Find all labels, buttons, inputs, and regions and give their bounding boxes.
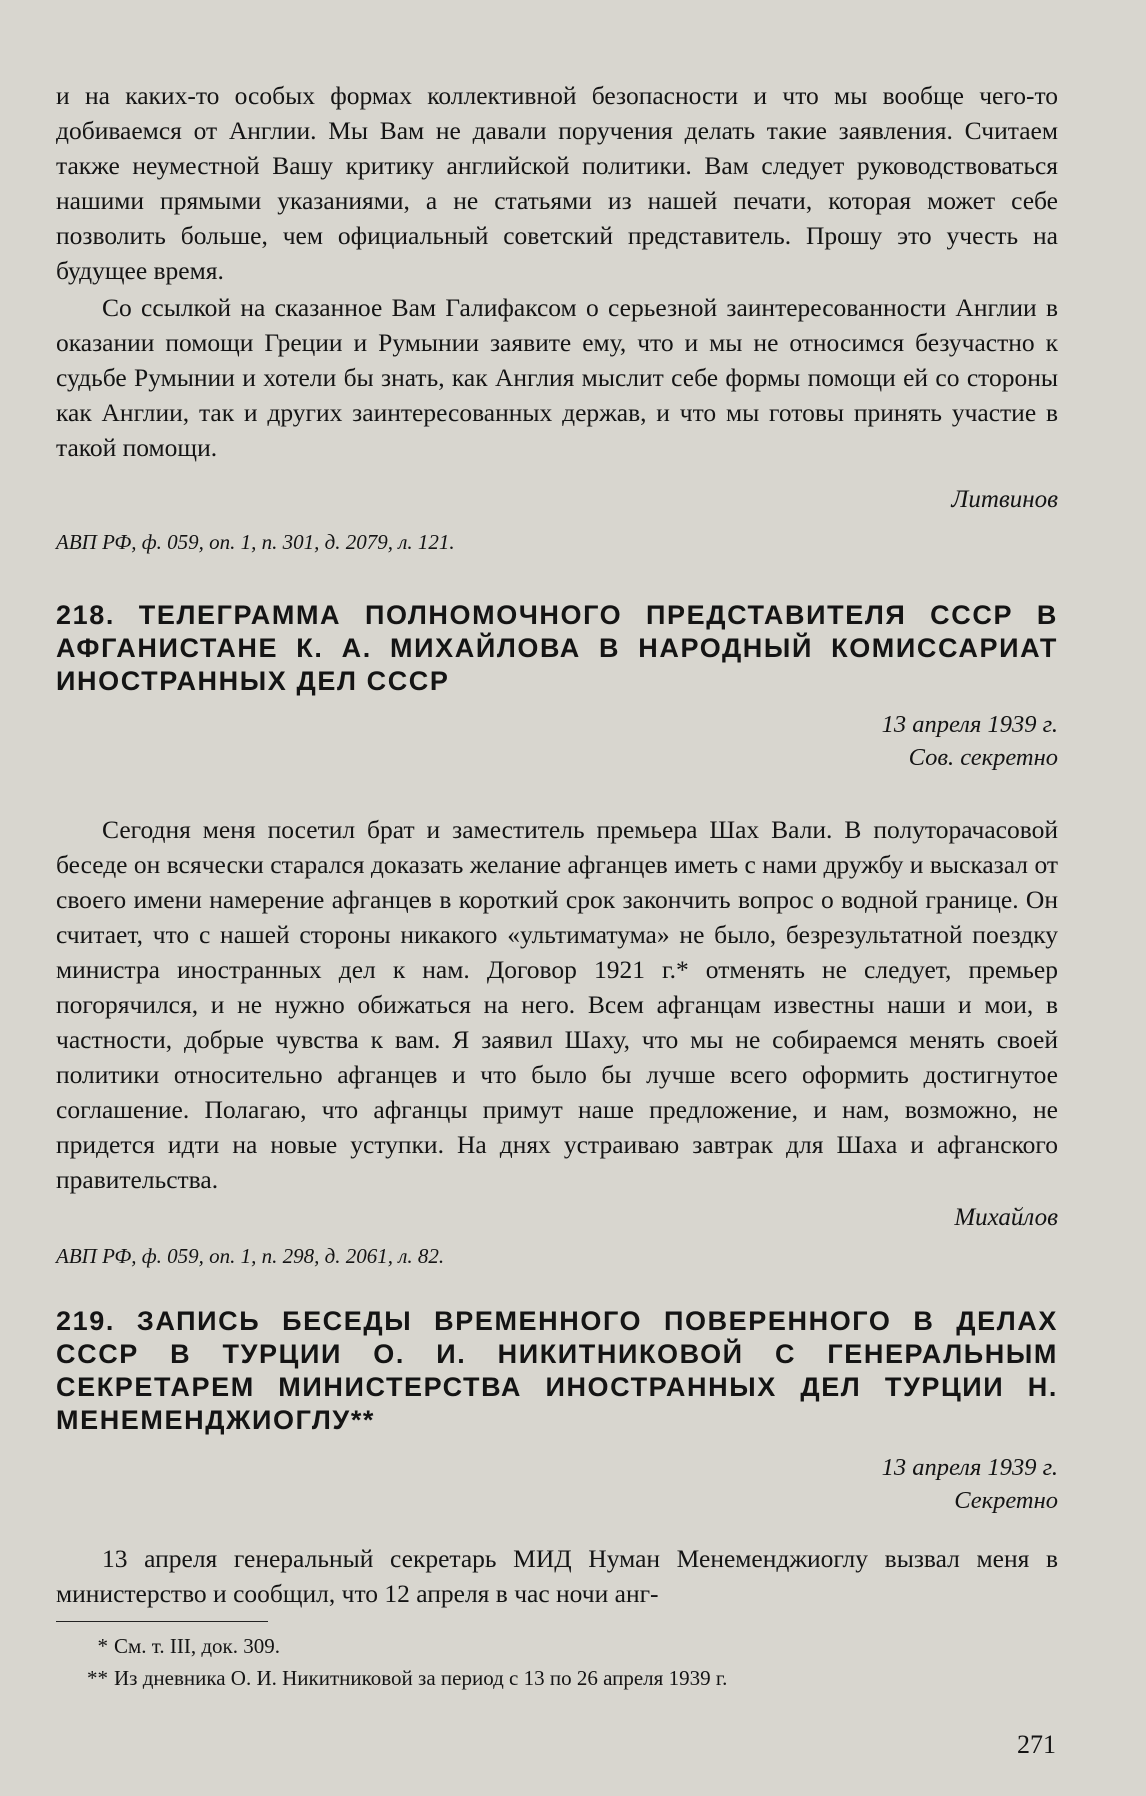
doc218-heading: 218. ТЕЛЕГРАММА ПОЛНОМОЧНОГО ПРЕДСТАВИТЕЛЯ СССР В АФГАНИСТАНЕ К. А. МИХАЙЛОВА В НАРОДНЫЙ КОМИССАРИАТ ИНОСТРАННЫХ ДЕЛ СССР [56, 600, 1058, 696]
footnote-1 [56, 1630, 1058, 1662]
page-content [56, 78, 1058, 1694]
doc218-classification: Сов. секретно [908, 744, 1058, 771]
doc219-classification: Секретно [954, 1487, 1058, 1514]
doc219-date: 13 апреля 1939 г. [881, 1454, 1058, 1481]
doc218-body: Сегодня меня посетил брат и заместитель премьера Шах Вали. В полуторачасовой беседе он всячески старался доказать желание афганцев иметь с нами дружбу и высказал от своего имени намерение афганцев в короткий срок закончить вопрос о водной границе. Он считает, что с нашей стороны никакого «ультиматума» не было, безрезультатной поездку министра иностранных дел к нам. Договор 1921 г.* отменять не следует, премьер погорячился, и не нужно обижаться на него. Всем афганцам известны наши и мои, в частности, добрые чувства к вам. Я заявил Шаху, что мы не собираемся менять своей политики относительно афганцев и что было бы лучше всего оформить достигнутое соглашение. Полагаю, что афганцы примут наше предложение, и нам, возможно, не придется идти на новые уступки. На днях устраиваю завтрак для Шаха и афганского правительства. [56, 815, 1058, 1194]
doc217-paragraph-2: Со ссылкой на сказанное Вам Галифаксом о серьезной заинтересованности Англии в оказании помощи Греции и Румынии заявите ему, что и мы не относимся безучастно к судьбе Румынии и хотели бы знать, как Англия мыслит себе формы помощи ей со стороны как Англии, так и других заинтересованных держав, и что мы готовы принять участие в такой помощи. [56, 293, 1058, 462]
doc219-body: 13 апреля генеральный секретарь МИД Нуман Менеменджиоглу вызвал меня в министерство и сообщил, что 12 апреля в час ночи анг- [56, 1544, 1058, 1608]
footnotes [56, 1630, 1058, 1694]
doc217-signature: Литвинов [951, 486, 1058, 513]
footnote-2 [56, 1662, 1058, 1694]
page-number: 271 [1017, 1730, 1056, 1759]
doc218-dateline [56, 708, 1058, 774]
footnote-text: См. т. III, док. 309. [114, 1634, 281, 1658]
doc219-heading: 219. ЗАПИСЬ БЕСЕДЫ ВРЕМЕННОГО ПОВЕРЕННОГО В ДЕЛАХ СССР В ТУРЦИИ О. И. НИКИТНИКОВОЙ С ГЕНЕРАЛЬНЫМ СЕКРЕТАРЕМ МИНИСТЕРСТВА ИНОСТРАННЫХ ДЕЛ ТУРЦИИ Н. МЕНЕМЕНДЖИОГЛУ** [56, 1306, 1058, 1435]
doc218-signature: Михайлов [954, 1204, 1058, 1231]
doc219-dateline [56, 1451, 1058, 1517]
footnote-divider [56, 1621, 268, 1622]
footnote-mark: * [97, 1634, 108, 1658]
doc217-paragraph-1: и на каких-то особых формах коллективной безопасности и что мы вообще чего-то добиваемся от Англии. Мы Вам не давали поручения делать такие заявления. Считаем также неуместной Вашу критику английской политики. Вам следует руководствоваться нашими прямыми указаниями, а не статьями из нашей печати, которая может себе позволить больше, чем официальный советский представитель. Прошу это учесть на будущее время. [56, 81, 1058, 285]
doc217-archive-reference: АВП РФ, ф. 059, оп. 1, п. 301, д. 2079, л. 121. [56, 530, 455, 554]
doc218-date: 13 апреля 1939 г. [881, 711, 1058, 738]
doc218-archive-reference: АВП РФ, ф. 059, оп. 1, п. 298, д. 2061, л. 82. [56, 1244, 445, 1268]
footnote-text: Из дневника О. И. Никитниковой за период с 13 по 26 апреля 1939 г. [114, 1666, 728, 1690]
footnote-mark: ** [87, 1666, 108, 1690]
